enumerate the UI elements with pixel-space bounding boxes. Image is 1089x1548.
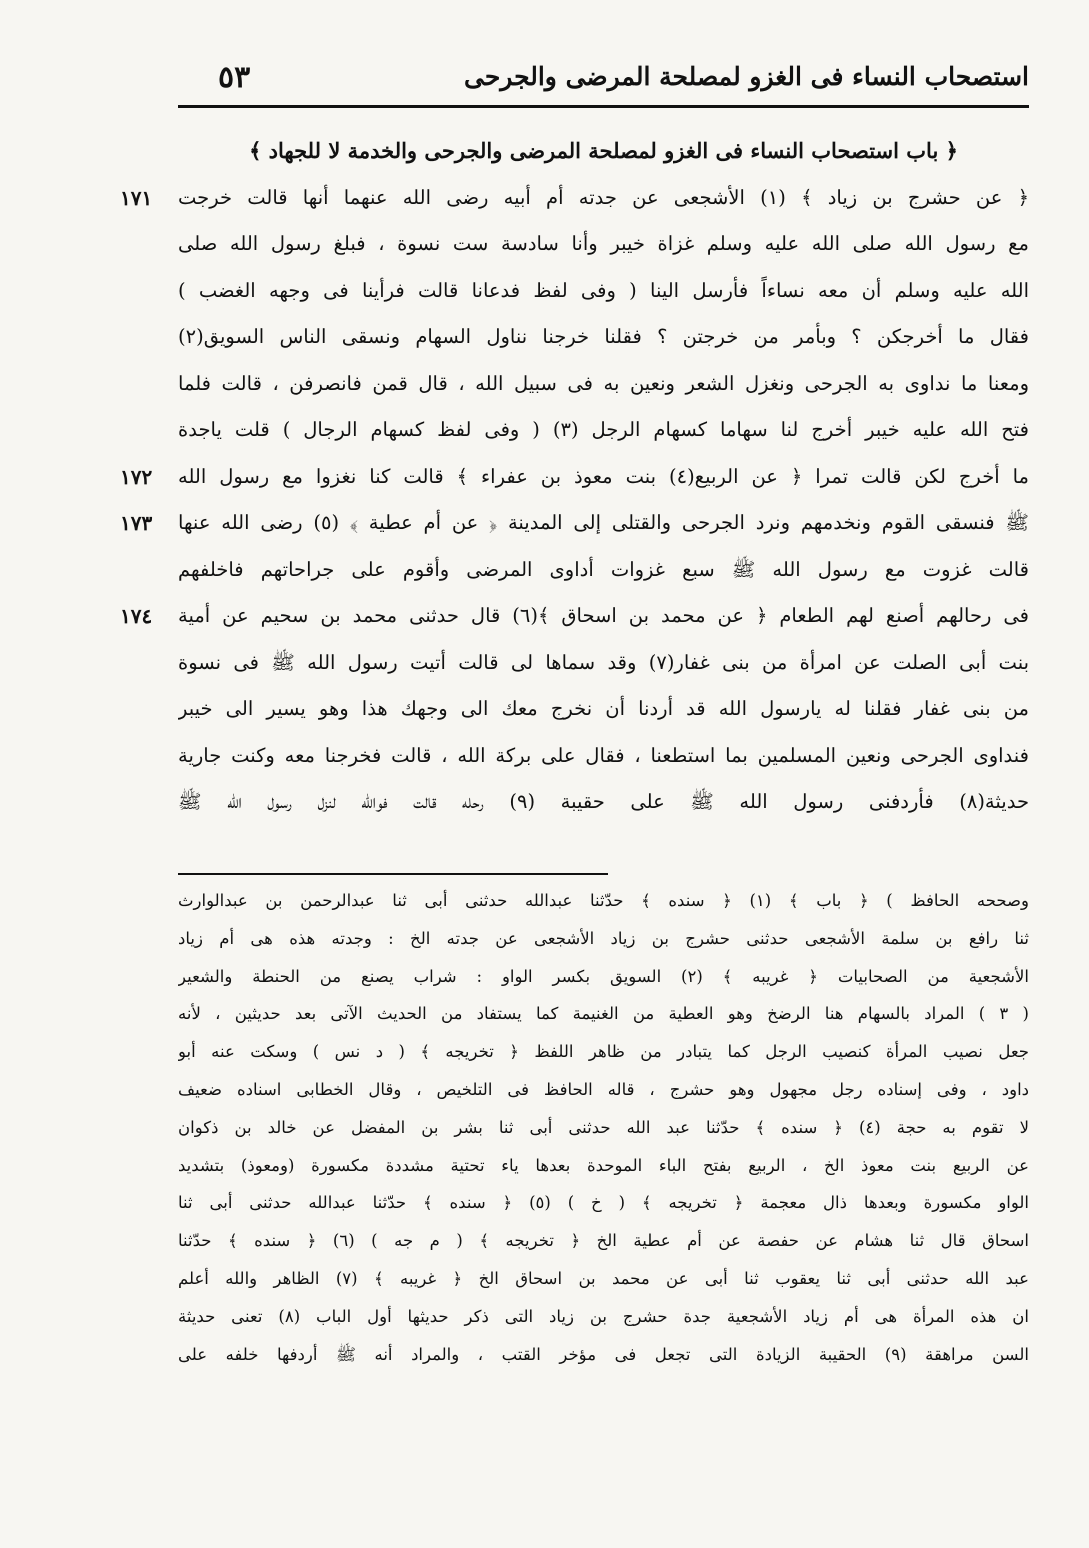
text-line: فنداوى الجرحى ونعين المسلمين بما استطعنا ، فقال على بركة الله ، قالت فخرجنا معه وكنت جارية [178, 743, 1029, 767]
hadith-number: ١٧١ [120, 185, 153, 210]
text-line: فقال ما أخرجكن ؟ وبأمر من خرجتن ؟ فقلنا خرجنا نناول السهام ونسقى الناس السويق(٢) [178, 325, 1029, 348]
text-line: ﷺ فنسقى القوم ونخدمهم ونرد الجرحى والقتلى إلى المدينة ﴿ عن أم عطية ﴾ (٥) رضى الله عنها [178, 511, 1029, 534]
footnote-line: اسحاق قال ثنا هشام عن حفصة عن أم عطية الخ ﴿ تخريجه ﴾ ( م جه ) (٦) ﴿ سنده ﴾ حدّثنا [178, 1231, 1029, 1251]
footnotes [178, 882, 1029, 1373]
text-line: فى رحالهم أصنع لهم الطعام ﴿ عن محمد بن اسحاق ﴾(٦) قال حدثنى محمد بن سحيم عن أمية [178, 604, 1029, 627]
footnote-line: جعل نصيب المرأة كنصيب الرجل كما يتبادر من ظاهر اللفظ ﴿ تخريجه ﴾ ( د نس ) وسكت عنه أبو [178, 1042, 1029, 1062]
page-number: ٥٣ [218, 60, 251, 95]
footnote-line: ( ٣ ) المراد بالسهام هنا الرضخ وهو العطية من الغنيمة كما يستفاد من الحديث الآتى بعد حديثين ، لأنه [178, 1004, 1029, 1024]
footnote-line: ثنا رافع بن سلمة الأشجعى حدثنى حشرج بن زياد الأشجعى عن جدته الخ : وجدته هذه هى أم زياد [178, 928, 1029, 948]
text-line: الله عليه وسلم أن معه نساءاً فأرسل الينا ( وفى لفظ فدعانا قالت فرأينا فى وجهه الغضب ) [178, 278, 1029, 302]
chapter-title: ﴿ باب استصحاب النساء فى الغزو لمصلحة المرضى والجرحى والخدمة لا للجهاد ﴾ [249, 138, 958, 163]
footnote-rule [178, 873, 608, 875]
text-line: فتح الله عليه خيبر أخرج لنا سهاما كسهام الرجل (٣) ( وفى لفظ كسهام الرجال ) قلت ياجدة [178, 418, 1029, 441]
footnote-line: الأشجعية من الصحابيات ﴿ غريبه ﴾ (٢) السويق بكسر الواو : شراب يصنع من الحنطة والشعير [178, 966, 1029, 986]
hadith-number: ١٧٢ [120, 464, 153, 489]
footnote-line: لا تقوم به حجة (٤) ﴿ سنده ﴾ حدّثنا عبد الله حدثنى أبى ثنا بشر بن المفضل عن خالد بن ذكوان [178, 1117, 1029, 1137]
text-line: ومعنا ما نداوى به الجرحى ونغزل الشعر ونعين به فى سبيل الله ، قال قمن فانصرفن ، قالت فلما [178, 371, 1029, 395]
text-line: مع رسول الله صلى الله عليه وسلم غزاة خيبر وأنا سادسة ست نسوة ، فبلغ رسول الله صلى [178, 232, 1029, 255]
footnote-line: السن مراهقة (٩) الحقيبة الزيادة التى تجعل فى مؤخر القتب ، والمراد أنه ﷺ أردفها خلفه على [178, 1344, 1029, 1364]
page-header [178, 58, 1029, 106]
text-line: بنت أبى الصلت عن امرأة من بنى غفار(٧) وقد سماها لى قالت أتيت رسول الله ﷺ فى نسوة [178, 650, 1029, 674]
footnote-line: عن الربيع بنت معوذ الخ ، الربيع بفتح الباء الموحدة بعدها ياء تحتية مشددة مكسورة (ومعوذ) بتشديد [178, 1155, 1029, 1175]
footnote-line: ان هذه المرأة هى أم زياد الأشجعية جدة حشرج بن زياد التى ذكر حديثها أول الباب (٨) تعنى حديثة [178, 1306, 1029, 1326]
text-line: ﴿ عن حشرج بن زياد ﴾ (١) الأشجعى عن جدته أم أبيه رضى الله عنهما أنها قالت خرجت [178, 185, 1029, 209]
running-title: استصحاب النساء فى الغزو لمصلحة المرضى والجرحى [464, 62, 1029, 91]
text-line: ما أخرج لكن قالت تمرا ﴿ عن الربيع(٤) بنت معوذ بن عفراء ﴾ قالت كنا نغزوا مع رسول الله [178, 464, 1029, 488]
text-line: قالت غزوت مع رسول الله ﷺ سبع غزوات أداوى المرضى وأقوم على جراحاتهم فاخلفهم [178, 557, 1029, 581]
footnote-line: داود ، وفى إسناده رجل مجهول وهو حشرج ، قاله الحافظ فى التلخيص ، وقال الخطابى اسناده ضعيف [178, 1079, 1029, 1099]
text-line: حديثة(٨) فأردفنى رسول الله ﷺ على حقيبة (٩) رحله قالت فوالله لنزل رسول الله ﷺ [178, 790, 1029, 813]
footnote-line: عبد الله حدثنى أبى ثنا يعقوب ثنا أبى عن محمد بن اسحاق الخ ﴿ غريبه ﴾ (٧) الظاهر والله أعلم [178, 1268, 1029, 1288]
main-text [178, 128, 1029, 826]
header-rule [178, 105, 1029, 108]
text-line: من بنى غفار فقلنا له يارسول الله قد أردنا أن نخرج معك الى وجهك هذا وهو يسير الى خيبر [178, 697, 1029, 720]
footnote-line: وصححه الحافظ ) ﴿ باب ﴾ (١) ﴿ سنده ﴾ حدّثنا عبدالله حدثنى أبى ثنا عبدالرحمن بن عبدالوارث [178, 891, 1029, 910]
hadith-number: ١٧٤ [120, 604, 153, 628]
footnote-line: الواو مكسورة وبعدها ذال معجمة ﴿ تخريجه ﴾ ( خ ) (٥) ﴿ سنده ﴾ حدّثنا عبدالله حدثنى أبى ثنا [178, 1193, 1029, 1213]
hadith-number: ١٧٣ [120, 511, 153, 535]
